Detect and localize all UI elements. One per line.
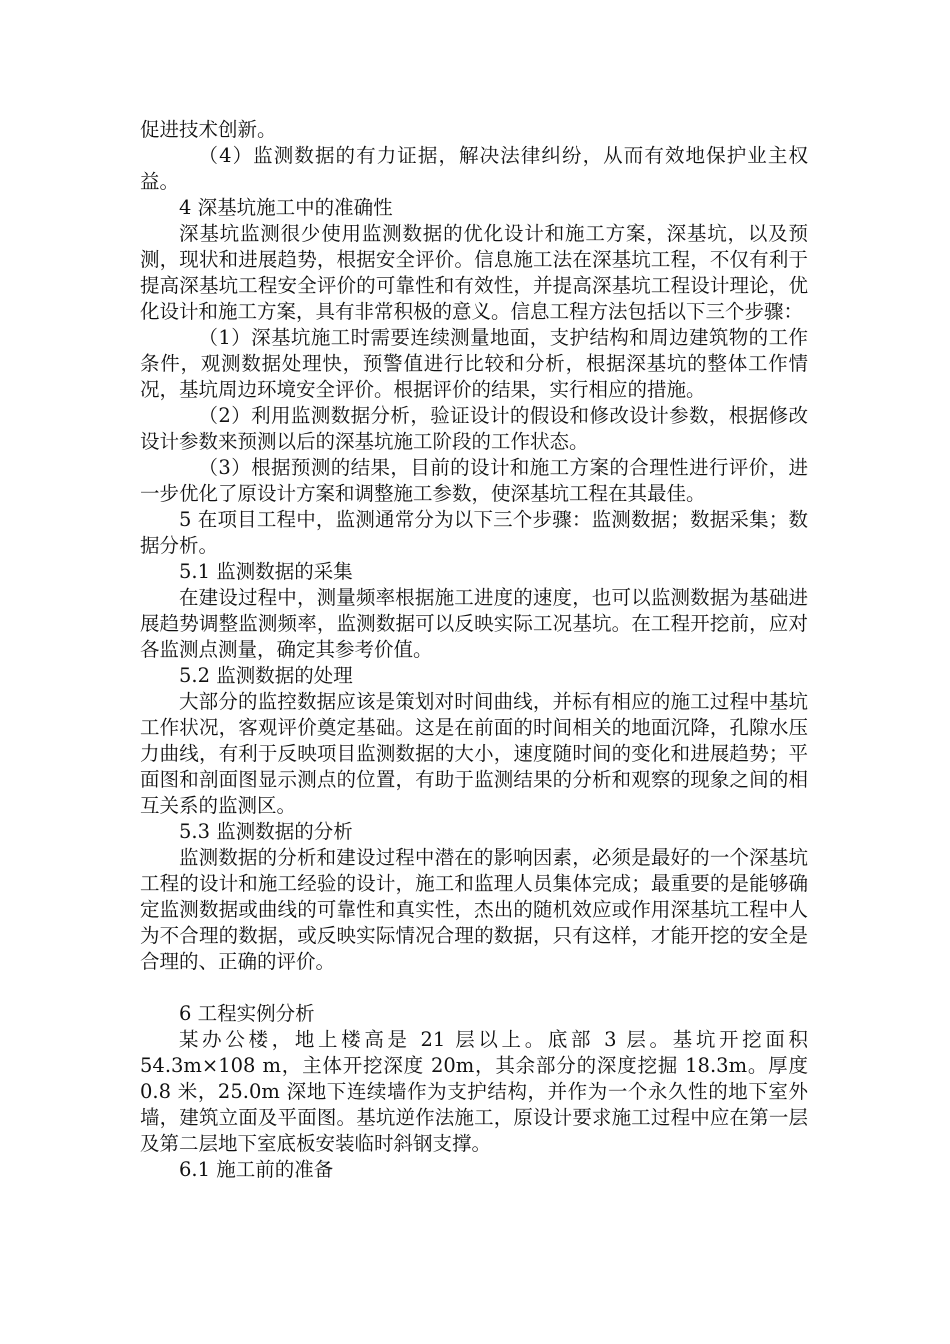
paragraph-continuation: 促进技术创新。 xyxy=(140,118,277,141)
paragraph-section-6: 某办公楼，地上楼高是 21 层以上。底部 3 层。基坑开挖面积 54.3m×108 m，主体开挖深度 20m，其余部分的深度挖掘 18.3m。厚度 0.8 米，25.0m 深地下连续墙作为支护结构，并作为一个永久性的地下室外墙，建筑立面及平面图。基坑逆作法施工，原设计要求施工过程中应在第一层及第二层地下室底板安装临时斜钢支撑。 xyxy=(140,1028,808,1155)
subsection-heading-5-3: 5.3 监测数据的分析 xyxy=(179,820,353,843)
paragraph-section-5-1: 在建设过程中，测量频率根据施工进度的速度，也可以监测数据为基础进展趋势调整监测频率，监测数据可以反映实际工况基坑。在工程开挖前，应对各监测点测量，确定其参考价值。 xyxy=(140,586,808,661)
paragraph-section-4: 深基坑监测很少使用监测数据的优化设计和施工方案，深基坑，以及预测，现状和进展趋势，根据安全评价。信息施工法在深基坑工程，不仅有利于提高深基坑工程安全评价的可靠性和有效性，并提高深基坑工程设计理论，优化设计和施工方案，具有非常积极的意义。信息工程方法包括以下三个步骤： xyxy=(140,222,808,323)
section-heading-6: 6 工程实例分析 xyxy=(179,1002,315,1025)
list-item-2: （2）利用监测数据分析，验证设计的假设和修改设计参数，根据修改设计参数来预测以后的深基坑施工阶段的工作状态。 xyxy=(140,404,808,453)
subsection-heading-5-1: 5.1 监测数据的采集 xyxy=(179,560,353,583)
list-item-4: （4）监测数据的有力证据，解决法律纠纷，从而有效地保护业主权益。 xyxy=(140,144,808,193)
document-body xyxy=(140,117,808,1183)
subsection-heading-6-1: 6.1 施工前的准备 xyxy=(179,1158,334,1181)
section-heading-4: 4 深基坑施工中的准确性 xyxy=(179,196,393,219)
subsection-heading-5-2: 5.2 监测数据的处理 xyxy=(179,664,353,687)
list-item-1: （1）深基坑施工时需要连续测量地面，支护结构和周边建筑物的工作条件，观测数据处理快，预警值进行比较和分析，根据深基坑的整体工作情况，基坑周边环境安全评价。根据评价的结果，实行相应的措施。 xyxy=(140,326,808,401)
paragraph-section-5-2: 大部分的监控数据应该是策划对时间曲线，并标有相应的施工过程中基坑工作状况，客观评价奠定基础。这是在前面的时间相关的地面沉降，孔隙水压力曲线，有利于反映项目监测数据的大小，速度随时间的变化和进展趋势；平面图和剖面图显示测点的位置，有助于监测结果的分析和观察的现象之间的相互关系的监测区。 xyxy=(140,690,808,817)
blank-line xyxy=(140,975,808,1001)
paragraph-section-5-3: 监测数据的分析和建设过程中潜在的影响因素，必须是最好的一个深基坑工程的设计和施工经验的设计，施工和监理人员集体完成；最重要的是能够确定监测数据或曲线的可靠性和真实性，杰出的随机效应或作用深基坑工程中人为不合理的数据，或反映实际情况合理的数据，只有这样，才能开挖的安全是合理的、正确的评价。 xyxy=(140,846,808,973)
list-item-3: （3）根据预测的结果，目前的设计和施工方案的合理性进行评价，进一步优化了原设计方案和调整施工参数，使深基坑工程在其最佳。 xyxy=(140,456,808,505)
section-heading-5: 5 在项目工程中，监测通常分为以下三个步骤：监测数据；数据采集；数据分析。 xyxy=(140,508,808,557)
